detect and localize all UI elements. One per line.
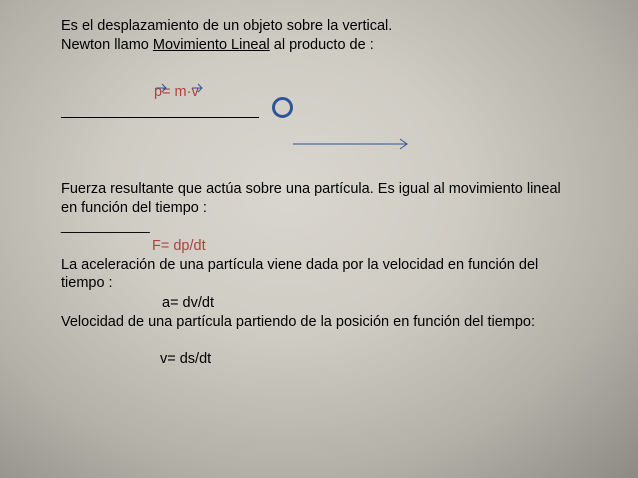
movimiento-lineal-link[interactable]: Movimiento Lineal [152, 37, 270, 53]
text-line-6: tiempo : [61, 275, 113, 291]
text-line-4: en función del tiempo : [61, 200, 207, 216]
formula-velocity: v= ds/dt [160, 351, 212, 367]
blank-underscore: ___________ [61, 218, 150, 234]
underline-rule [61, 117, 259, 118]
formula-momentum: p= m·v [154, 84, 199, 100]
text-line-5: La aceleración de una partícula viene dada por la velocidad en función del [61, 257, 539, 273]
circle-shape-icon [272, 97, 293, 118]
formula-force: F= dp/dt [152, 238, 206, 254]
vector-arrows [154, 82, 204, 94]
text-line-7: Velocidad de una partícula partiendo de la posición en función del tiempo: [61, 314, 535, 330]
arrow-right-icon [293, 138, 409, 150]
text-line-2-suffix: al producto de : [269, 37, 374, 53]
text-line-2 [61, 36, 374, 54]
text-line-2-prefix: Newton llamo [61, 37, 153, 53]
text-line-3: Fuerza resultante que actúa sobre una partícula. Es igual al movimiento lineal [61, 181, 561, 197]
text-line-1: Es el desplazamiento de un objeto sobre la vertical. [61, 18, 393, 34]
formula-acceleration: a= dv/dt [162, 295, 214, 311]
